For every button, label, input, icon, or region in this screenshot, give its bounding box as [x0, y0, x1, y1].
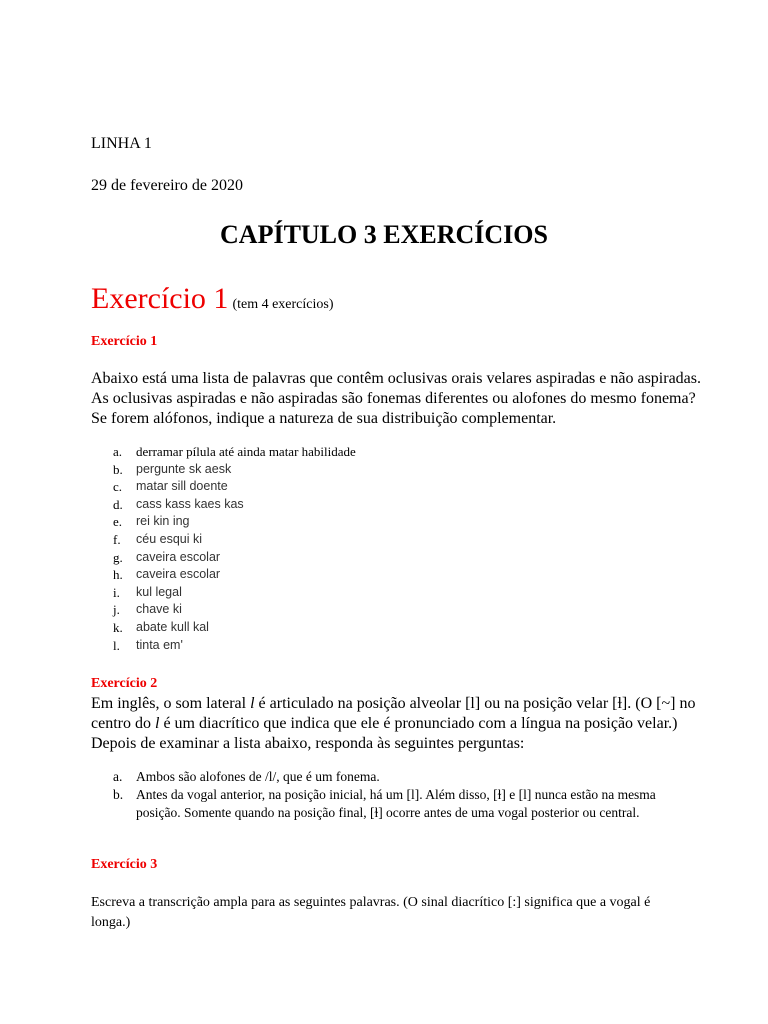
- list-item-text: pergunte sk aesk: [136, 461, 232, 476]
- list-item: [91, 549, 691, 567]
- exercise-1-prompt: Abaixo está uma lista de palavras que contêm oclusivas orais velares aspiradas e não aspiradas. As oclusivas aspiradas e não aspiradas são fonemas diferentes ou alofones do mesmo fonema? Se forem alófonos, indique a natureza de sua distribuição complementar.: [91, 370, 702, 427]
- list-marker: e.: [113, 514, 123, 530]
- list-marker: k.: [113, 619, 123, 635]
- list-item: [91, 637, 691, 655]
- list-marker: a.: [113, 769, 123, 784]
- list-item: [91, 443, 691, 461]
- section-note: (tem 4 exercícios): [232, 297, 334, 312]
- section-heading: [91, 282, 334, 316]
- exercise-2-answer-list: [91, 768, 691, 822]
- list-item: [91, 513, 691, 531]
- list-marker: i.: [113, 584, 120, 600]
- exercise-2-prompt: [91, 694, 701, 754]
- list-marker: f.: [113, 531, 121, 547]
- list-item: [91, 496, 691, 514]
- list-item-text: caveira escolar: [136, 567, 221, 582]
- list-item: [91, 478, 691, 496]
- list-item-text: rei kin ing: [136, 514, 190, 529]
- list-item-text: derramar pílula até ainda matar habilidade: [136, 444, 356, 459]
- exercise-2-heading: Exercício 2: [91, 676, 158, 691]
- list-marker: c.: [113, 479, 123, 495]
- list-item-text: cass kass kaes kas: [136, 496, 244, 511]
- list-item: [91, 584, 691, 602]
- section-title: Exercício 1: [91, 282, 229, 315]
- italic-letter-l: l: [250, 695, 255, 712]
- list-marker: h.: [113, 567, 123, 583]
- exercise-3-heading: Exercício 3: [91, 857, 158, 872]
- document-date: 29 de fevereiro de 2020: [91, 177, 243, 194]
- list-item-text: chave ki: [136, 602, 182, 617]
- list-marker: g.: [113, 549, 123, 565]
- italic-letter-l: l: [154, 715, 160, 732]
- list-item-text: Antes da vogal anterior, na posição inicial, há um [l]. Além disso, [ɫ] e [l] nunca estão na mesma posição. Somente quando na posição final, [ɫ] ocorre antes de uma vogal posterior ou central.: [136, 787, 656, 820]
- list-item: [91, 786, 691, 822]
- exercise-3-prompt: Escreva a transcrição ampla para as seguintes palavras. (O sinal diacrítico [:] significa que a vogal é longa.): [91, 895, 651, 930]
- list-item-text: tinta em': [136, 637, 183, 652]
- chapter-title: CAPÍTULO 3 EXERCÍCIOS: [220, 220, 548, 249]
- line-label: LINHA 1: [91, 135, 152, 152]
- list-item: [91, 566, 691, 584]
- list-marker: l.: [113, 637, 120, 653]
- list-item-text: caveira escolar: [136, 549, 221, 564]
- list-marker: b.: [113, 461, 123, 477]
- prompt-text: é articulado na posição alveolar [l] ou na posição velar [ɫ]. (O [~] no centro do: [91, 695, 696, 732]
- list-item-text: céu esqui ki: [136, 531, 203, 546]
- list-marker: j.: [113, 602, 120, 618]
- prompt-text: é um diacrítico que indica que ele é pronunciado com a língua na posição velar.) Depois de examinar a lista abaixo, responda às seguintes perguntas:: [91, 715, 678, 752]
- list-item: [91, 601, 691, 619]
- list-marker: d.: [113, 496, 123, 512]
- list-item: [91, 461, 691, 479]
- list-marker: a.: [113, 444, 123, 459]
- list-item-text: Ambos são alofones de /l/, que é um fonema.: [136, 769, 380, 784]
- exercise-1-heading: Exercício 1: [91, 334, 158, 349]
- exercise-1-word-list: [91, 443, 691, 654]
- list-item-text: matar sill doente: [136, 479, 228, 494]
- list-item: [91, 619, 691, 637]
- list-item-text: abate kull kal: [136, 619, 209, 634]
- prompt-text: Em inglês, o som lateral: [91, 695, 251, 712]
- list-item: [91, 531, 691, 549]
- list-marker: b.: [113, 787, 124, 802]
- list-item-text: kul legal: [136, 584, 182, 599]
- list-item: [91, 768, 691, 786]
